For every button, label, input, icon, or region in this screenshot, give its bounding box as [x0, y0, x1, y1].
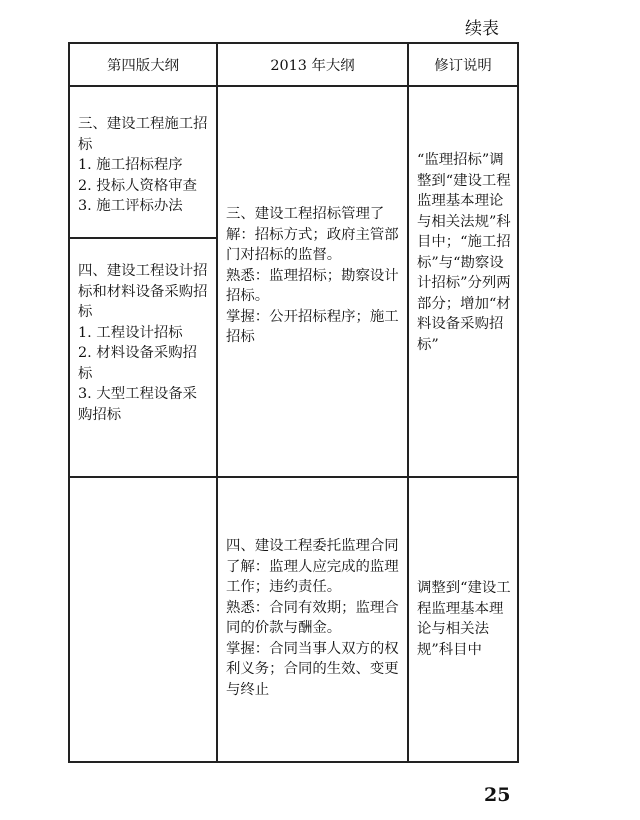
list-item: 3. 大型工程设备采购招标 [78, 386, 198, 423]
paragraph: 三、建设工程招标管理了解：招标方式；政府主管部门对招标的监督。 [226, 206, 399, 263]
column-header: 2013 年大纲 [270, 57, 355, 74]
paragraph: 熟悉：合同有效期；监理合同的价款与酬金。 [226, 599, 399, 636]
table-border-right [517, 42, 519, 763]
row-divider [68, 476, 519, 478]
paragraph: 四、建设工程委托监理合同了解：监理人应完成的监理工作；违约责任。 [226, 538, 399, 595]
column-divider-1 [216, 42, 218, 763]
paragraph: 熟悉：监理招标；勘察设计招标。 [226, 267, 399, 304]
column-header: 修订说明 [434, 57, 492, 74]
row2-col3 [417, 578, 513, 660]
syllabus-comparison-table [68, 42, 519, 763]
section-heading: 三、建设工程施工招标 [78, 116, 208, 153]
paragraph: 掌握：公开招标程序；施工招标 [226, 308, 399, 345]
table-border-bottom [68, 761, 519, 763]
list-item: 3. 施工评标办法 [78, 198, 183, 214]
paragraph: 调整到“建设工程监理基本理论与相关法规”科目中 [417, 580, 511, 658]
row1-col2 [226, 204, 402, 348]
list-item: 1. 工程设计招标 [78, 324, 183, 341]
section-heading: 四、建设工程设计招标和材料设备采购招标 [78, 263, 208, 320]
list-item: 1. 施工招标程序 [78, 157, 183, 173]
paragraph: 掌握：合同当事人双方的权利义务；合同的生效、变更与终止 [226, 640, 399, 698]
list-item: 2. 材料设备采购招标 [78, 345, 198, 382]
row1-col1-block1 [78, 114, 210, 217]
table-border-left [68, 42, 70, 763]
row2-col2 [226, 536, 402, 700]
row1-col3 [417, 150, 513, 355]
column-header: 第四版大纲 [107, 57, 179, 74]
continued-table-label: 续表 [465, 19, 499, 39]
page-number: 25 [484, 784, 511, 806]
col1-block-divider [68, 237, 218, 239]
column-divider-2 [407, 42, 409, 763]
paragraph: “监理招标”调整到“建设工程监理基本理论与相关法规”科目中；“施工招标”与“勘察设计招标”分列两部分；增加“材料设备采购招标” [417, 152, 511, 353]
list-item: 2. 投标人资格审查 [78, 177, 198, 194]
row1-col1-block2 [78, 261, 210, 425]
